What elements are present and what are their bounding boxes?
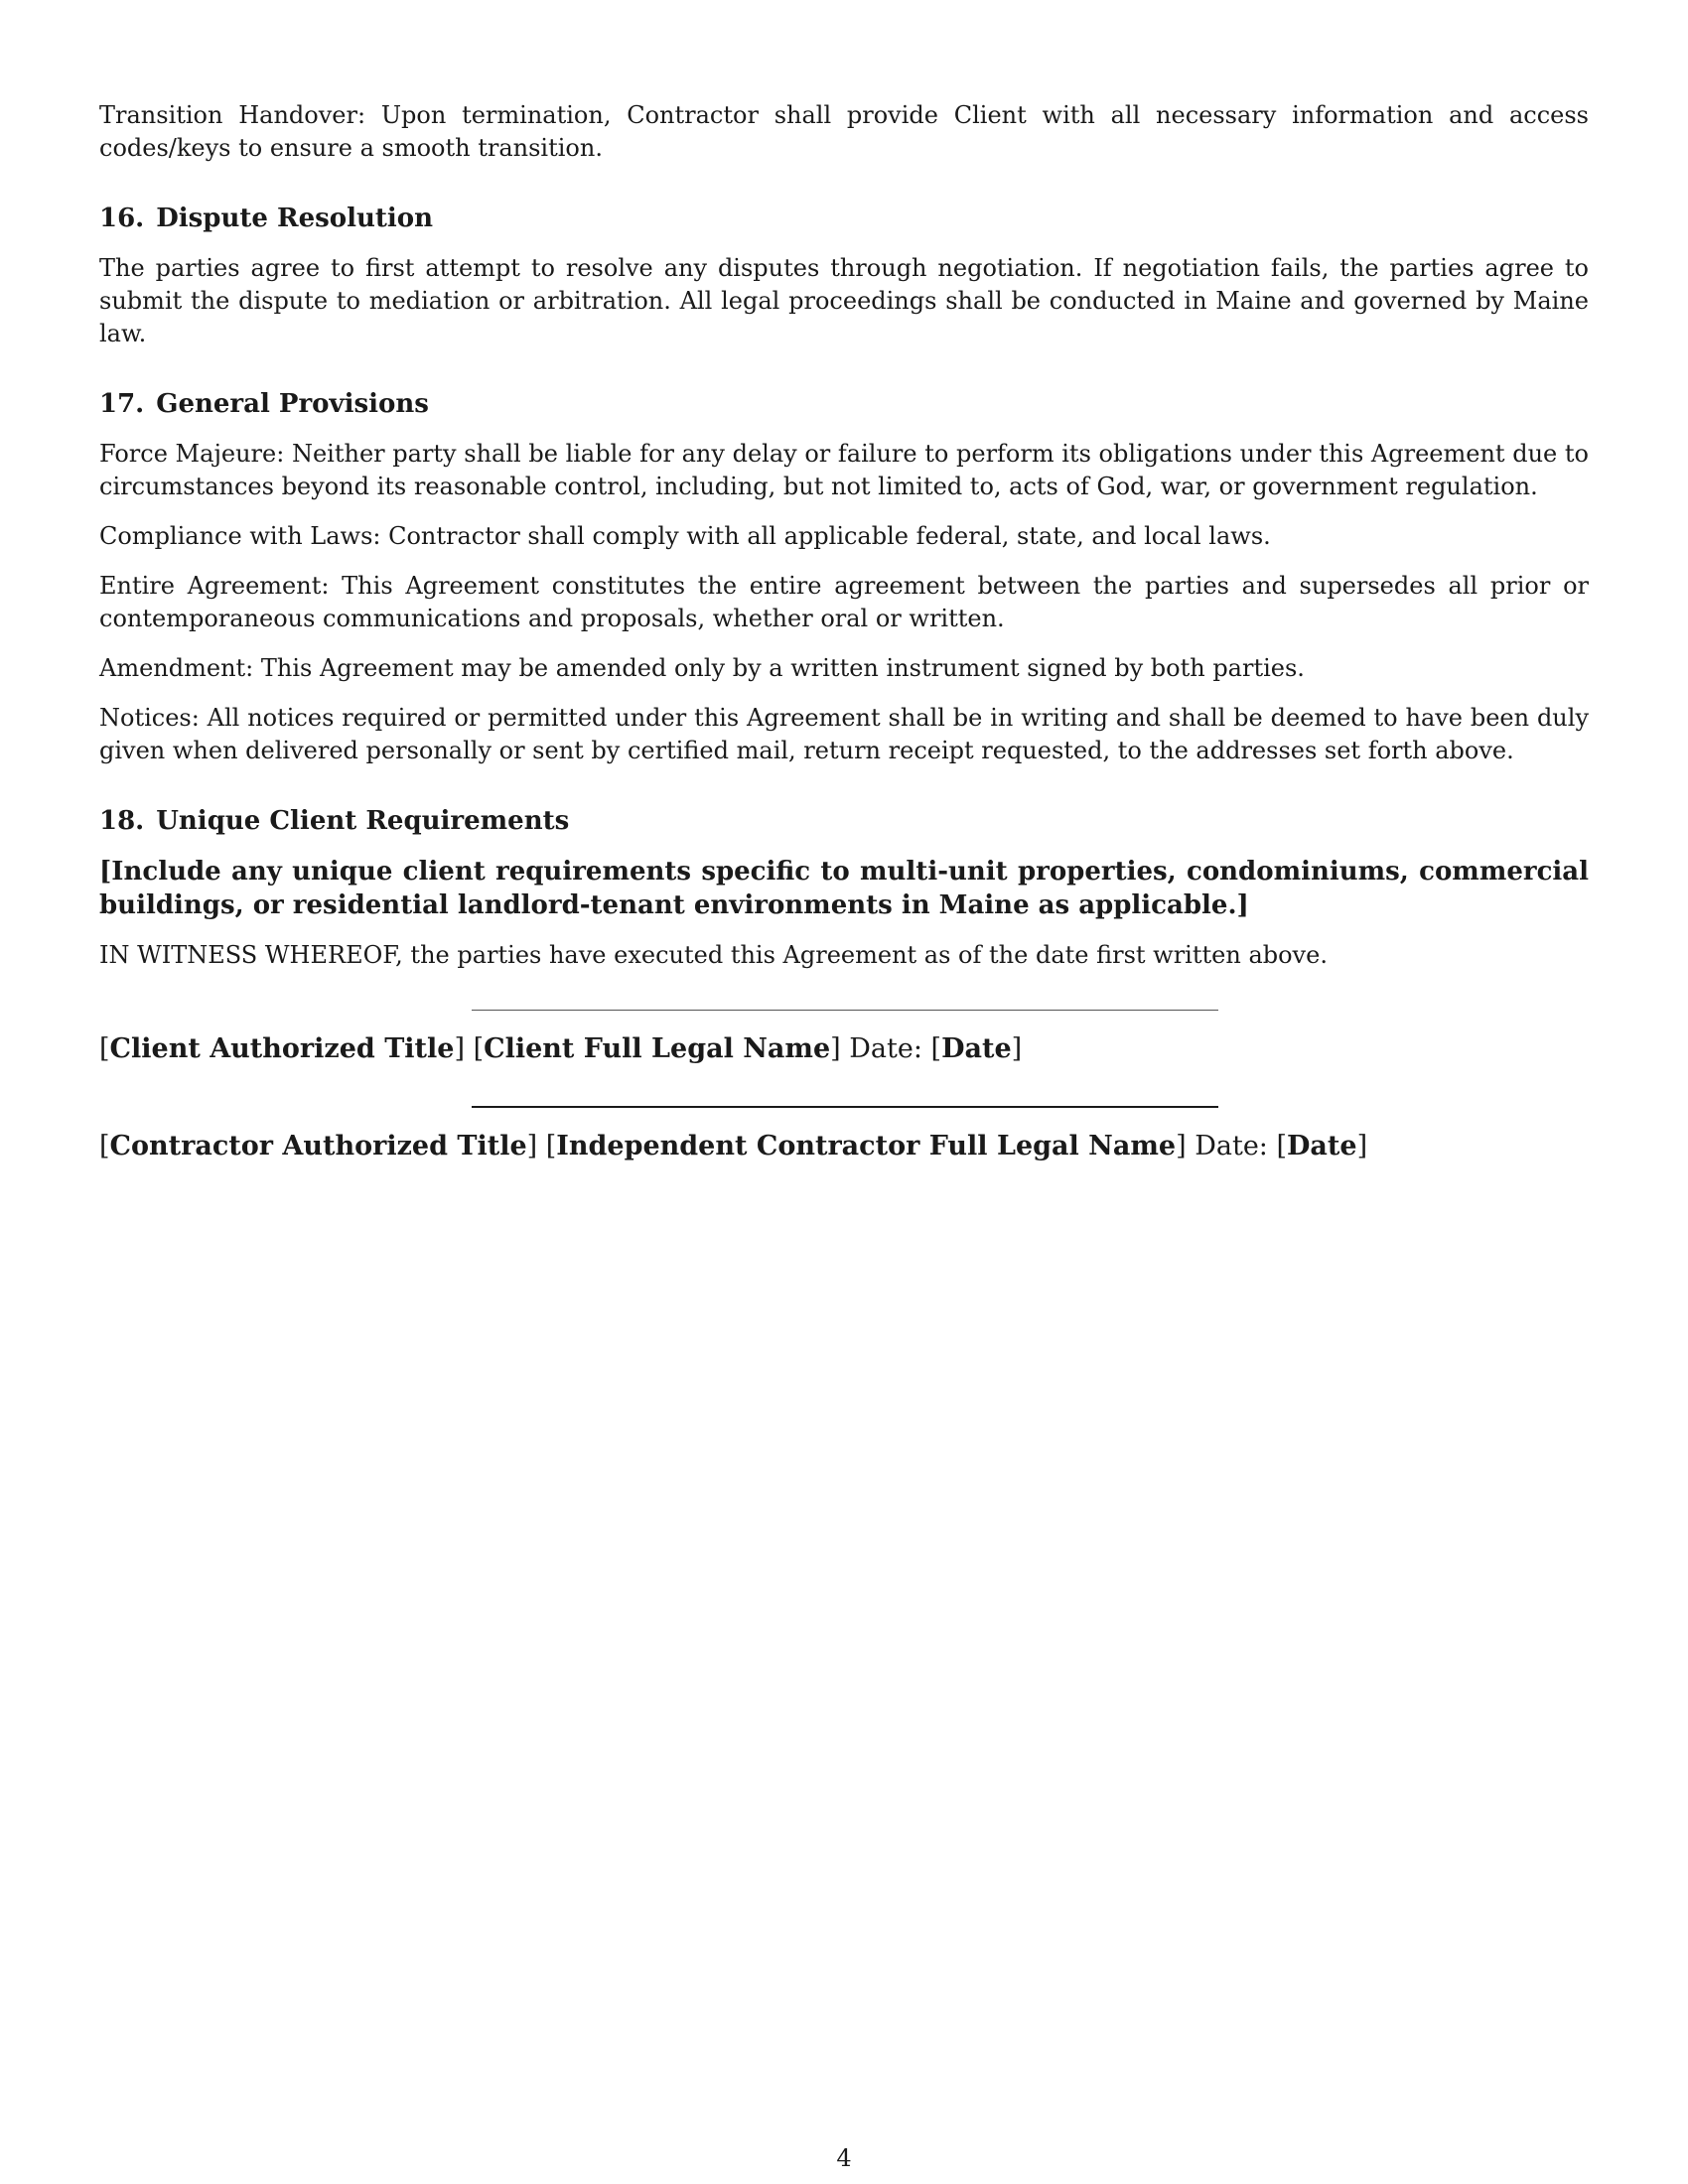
- section-number: 17.: [99, 389, 145, 419]
- contractor-signature-caption: [Contractor Authorized Title] [Independent Contractor Full Legal Name] Date: [Date]: [99, 1131, 1368, 1161]
- page-number: 4: [836, 2144, 852, 2172]
- unique-requirements-placeholder: [Include any unique client requirements specific to multi-unit properties, condominiums, commercial buildings, or residential landlord-tenant environments in Maine as applicable.]: [99, 857, 1589, 920]
- transition-handover-paragraph: Transition Handover: Upon termination, Contractor shall provide Client with all necessary information and access codes/keys to ensure a smooth transition.: [99, 101, 1589, 162]
- force-majeure-paragraph: Force Majeure: Neither party shall be liable for any delay or failure to perform its obligations under this Agreement due to circumstances beyond its reasonable control, including, but not limited to, acts of God, war, or government regulation.: [99, 440, 1589, 500]
- notices-paragraph: Notices: All notices required or permitted under this Agreement shall be in writing and shall be deemed to have been duly given when delivered personally or sent by certified mail, return receipt requested, to the addresses set forth above.: [99, 704, 1589, 764]
- section-title: Unique Client Requirements: [156, 806, 570, 836]
- contractor-signature-line: [472, 1106, 1218, 1108]
- amendment-paragraph: Amendment: This Agreement may be amended only by a written instrument signed by both parties.: [99, 654, 1305, 682]
- date-label: Date:: [849, 1033, 922, 1064]
- client-signature-block: [99, 1010, 1589, 1066]
- dispute-resolution-paragraph: The parties agree to first attempt to resolve any disputes through negotiation. If negotiation fails, the parties agree to submit the dispute to mediation or arbitration. All legal proceedings shall be conducted in Maine and governed by Maine law.: [99, 254, 1589, 347]
- client-name-placeholder: Client Full Legal Name: [484, 1033, 831, 1064]
- compliance-paragraph: Compliance with Laws: Contractor shall comply with all applicable federal, state, and local laws.: [99, 522, 1271, 550]
- document-page: [99, 99, 1589, 1163]
- section-number: 18.: [99, 806, 145, 836]
- section-number: 16.: [99, 204, 145, 233]
- client-signature-line: [472, 1010, 1218, 1011]
- section-title: Dispute Resolution: [156, 204, 434, 233]
- client-title-placeholder: Client Authorized Title: [109, 1033, 455, 1064]
- date-label: Date:: [1195, 1131, 1268, 1161]
- contractor-title-placeholder: Contractor Authorized Title: [109, 1131, 527, 1161]
- section-18-heading: [99, 804, 1589, 838]
- contractor-date-placeholder: Date: [1287, 1131, 1357, 1161]
- section-17-heading: [99, 387, 1589, 421]
- client-date-placeholder: Date: [941, 1033, 1012, 1064]
- contractor-name-placeholder: Independent Contractor Full Legal Name: [556, 1131, 1177, 1161]
- contractor-signature-block: [99, 1106, 1589, 1163]
- client-signature-caption: [Client Authorized Title] [Client Full Legal Name] Date: [Date]: [99, 1033, 1023, 1064]
- section-title: General Provisions: [156, 389, 429, 419]
- entire-agreement-paragraph: Entire Agreement: This Agreement constitutes the entire agreement between the parties and supersedes all prior or contemporaneous communications and proposals, whether oral or written.: [99, 572, 1589, 632]
- witness-paragraph: IN WITNESS WHEREOF, the parties have executed this Agreement as of the date first written above.: [99, 941, 1328, 969]
- section-16-heading: [99, 202, 1589, 235]
